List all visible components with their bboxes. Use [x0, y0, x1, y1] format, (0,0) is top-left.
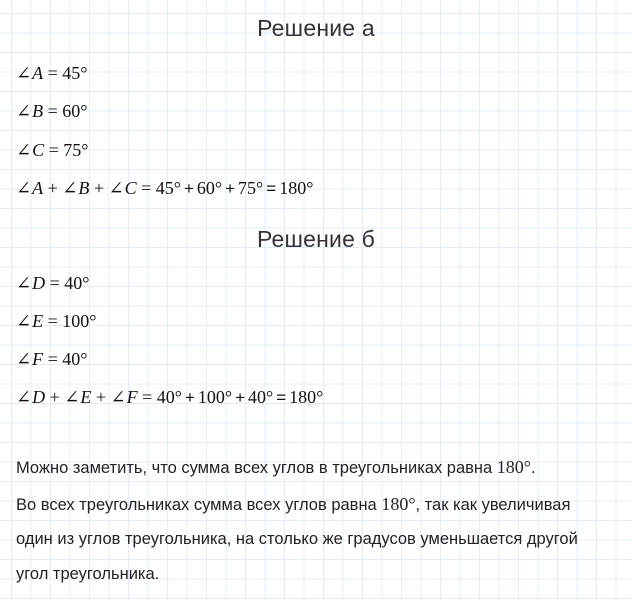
conclusion-line-2: Во всех треугольниках сумма всех углов равна 180°, так как увеличивая [16, 494, 571, 514]
conclusion-line-3: один из углов треугольника, на столько же градусов уменьшается другой [16, 530, 578, 548]
angle-symbol-icon: ∠ [16, 273, 32, 293]
angle-symbol-icon: ∠ [16, 178, 32, 198]
angle-e-equation: ∠E = 100° [16, 311, 97, 331]
angle-symbol-icon: ∠ [64, 387, 80, 407]
angle-c-equation: ∠C = 75° [16, 140, 89, 160]
angle-symbol-icon: ∠ [16, 101, 32, 121]
angle-symbol-icon: ∠ [16, 349, 32, 369]
angle-sum-b-equation: ∠D + ∠E + ∠F = 40° + 100° + 40° = 180° [16, 387, 324, 407]
angle-b-equation: ∠B = 60° [16, 101, 88, 121]
angle-d-equation: ∠D = 40° [16, 273, 90, 293]
angle-symbol-icon: ∠ [110, 387, 126, 407]
conclusion-line-4: угол треугольника. [16, 565, 160, 583]
angle-sum-a-equation: ∠A + ∠B + ∠C = 45° + 60° + 75° = 180° [16, 178, 314, 198]
angle-symbol-icon: ∠ [62, 178, 78, 198]
angle-symbol-icon: ∠ [16, 140, 32, 160]
angle-symbol-icon: ∠ [16, 311, 32, 331]
angle-f-equation: ∠F = 40° [16, 349, 88, 369]
section-b-title: Решение б [256, 226, 376, 252]
angle-symbol-icon: ∠ [108, 178, 124, 198]
angle-symbol-icon: ∠ [16, 63, 32, 83]
angle-a-equation: ∠A = 45° [16, 63, 88, 83]
conclusion-line-1: Можно заметить, что сумма всех углов в треугольниках равна 180°. [16, 457, 536, 477]
angle-symbol-icon: ∠ [16, 387, 32, 407]
section-a-title: Решение а [257, 15, 375, 41]
